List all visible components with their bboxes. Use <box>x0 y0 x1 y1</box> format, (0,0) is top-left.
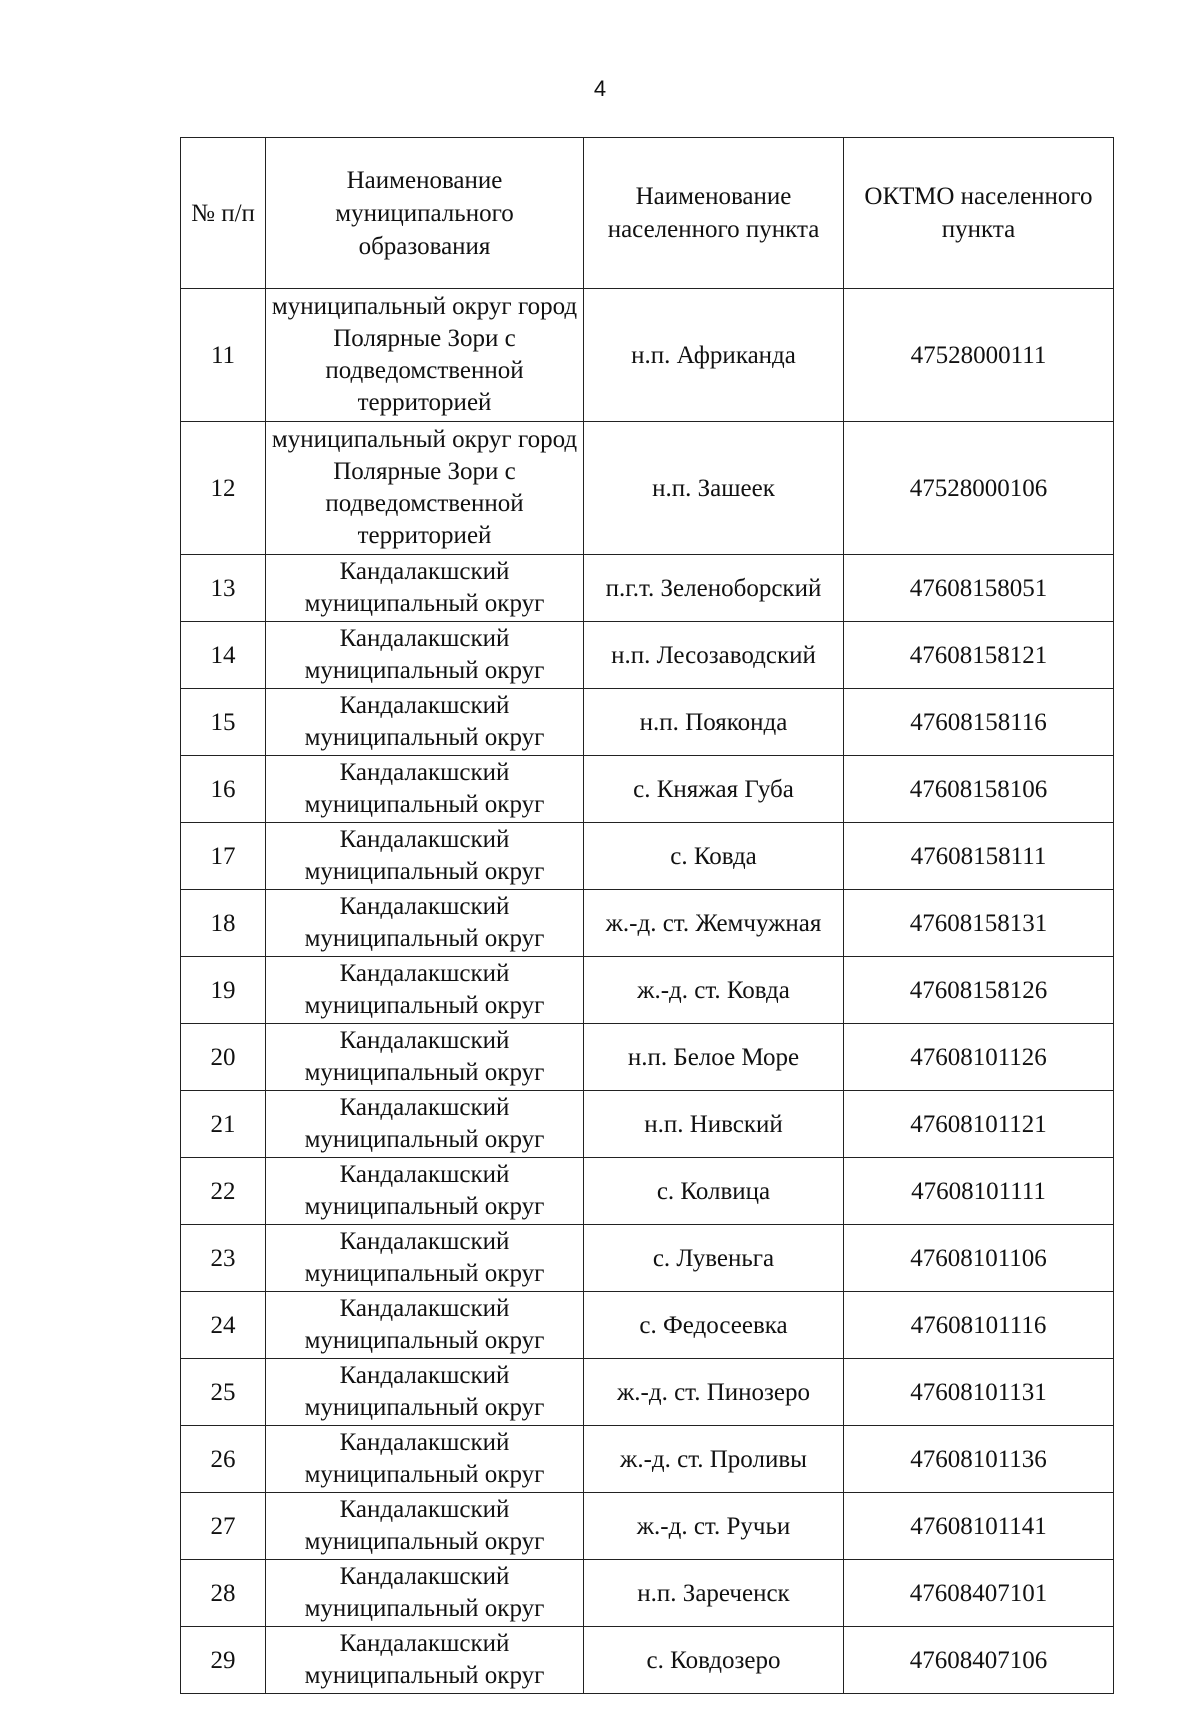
row-num: 25 <box>181 1359 266 1426</box>
row-municipality: Кандалакшский муниципальный округ <box>266 622 584 689</box>
row-municipality: Кандалакшский муниципальный округ <box>266 756 584 823</box>
table-row <box>181 622 1114 689</box>
row-locality: н.п. Нивский <box>584 1091 844 1158</box>
row-num: 13 <box>181 555 266 622</box>
row-municipality: муниципальный округ город Полярные Зори с подведомственной территорией <box>266 289 584 422</box>
row-municipality: Кандалакшский муниципальный округ <box>266 1426 584 1493</box>
row-oktmo: 47608158131 <box>844 890 1114 957</box>
row-locality: ж.-д. ст. Жемчужная <box>584 890 844 957</box>
row-locality: с. Федосеевка <box>584 1292 844 1359</box>
row-oktmo: 47608158111 <box>844 823 1114 890</box>
row-municipality: Кандалакшский муниципальный округ <box>266 1225 584 1292</box>
row-num: 29 <box>181 1627 266 1694</box>
row-num: 17 <box>181 823 266 890</box>
row-oktmo: 47608101116 <box>844 1292 1114 1359</box>
header-oktmo: ОКТМО населенного пункта <box>844 138 1114 289</box>
row-locality: н.п. Пояконда <box>584 689 844 756</box>
row-num: 12 <box>181 422 266 555</box>
table-row <box>181 1225 1114 1292</box>
row-municipality: Кандалакшский муниципальный округ <box>266 1493 584 1560</box>
table-row <box>181 555 1114 622</box>
table-row <box>181 890 1114 957</box>
row-oktmo: 47608158106 <box>844 756 1114 823</box>
row-municipality: Кандалакшский муниципальный округ <box>266 1359 584 1426</box>
table-row <box>181 1158 1114 1225</box>
table-row <box>181 1493 1114 1560</box>
row-municipality: Кандалакшский муниципальный округ <box>266 890 584 957</box>
row-num: 15 <box>181 689 266 756</box>
table-row <box>181 1560 1114 1627</box>
row-oktmo: 47608101126 <box>844 1024 1114 1091</box>
row-num: 28 <box>181 1560 266 1627</box>
row-num: 24 <box>181 1292 266 1359</box>
localities-table <box>180 137 1114 1694</box>
table-row <box>181 756 1114 823</box>
row-municipality: муниципальный округ город Полярные Зори с подведомственной территорией <box>266 422 584 555</box>
table-row <box>181 823 1114 890</box>
table-row <box>181 689 1114 756</box>
row-num: 26 <box>181 1426 266 1493</box>
row-locality: ж.-д. ст. Проливы <box>584 1426 844 1493</box>
row-locality: н.п. Лесозаводский <box>584 622 844 689</box>
table-row <box>181 1091 1114 1158</box>
row-locality: п.г.т. Зеленоборский <box>584 555 844 622</box>
row-num: 21 <box>181 1091 266 1158</box>
table-row <box>181 1627 1114 1694</box>
row-locality: с. Ковдозеро <box>584 1627 844 1694</box>
row-oktmo: 47608158126 <box>844 957 1114 1024</box>
row-municipality: Кандалакшский муниципальный округ <box>266 1158 584 1225</box>
row-municipality: Кандалакшский муниципальный округ <box>266 1627 584 1694</box>
row-num: 22 <box>181 1158 266 1225</box>
row-oktmo: 47608101141 <box>844 1493 1114 1560</box>
row-municipality: Кандалакшский муниципальный округ <box>266 1091 584 1158</box>
header-municipality: Наименование муниципального образования <box>266 138 584 289</box>
table-body <box>181 289 1114 1694</box>
row-locality: ж.-д. ст. Пинозеро <box>584 1359 844 1426</box>
row-oktmo: 47528000106 <box>844 422 1114 555</box>
row-municipality: Кандалакшский муниципальный округ <box>266 1024 584 1091</box>
row-locality: н.п. Африканда <box>584 289 844 422</box>
row-municipality: Кандалакшский муниципальный округ <box>266 1292 584 1359</box>
table-row <box>181 1024 1114 1091</box>
row-oktmo: 47608158116 <box>844 689 1114 756</box>
row-municipality: Кандалакшский муниципальный округ <box>266 555 584 622</box>
row-municipality: Кандалакшский муниципальный округ <box>266 823 584 890</box>
table-row <box>181 957 1114 1024</box>
row-locality: с. Лувеньга <box>584 1225 844 1292</box>
row-oktmo: 47608101106 <box>844 1225 1114 1292</box>
table-row <box>181 1359 1114 1426</box>
table-row <box>181 1426 1114 1493</box>
row-oktmo: 47608101136 <box>844 1426 1114 1493</box>
header-locality: Наименование населенного пункта <box>584 138 844 289</box>
row-locality: с. Колвица <box>584 1158 844 1225</box>
row-num: 14 <box>181 622 266 689</box>
row-num: 27 <box>181 1493 266 1560</box>
row-oktmo: 47608158121 <box>844 622 1114 689</box>
row-locality: ж.-д. ст. Ручьи <box>584 1493 844 1560</box>
row-locality: с. Княжая Губа <box>584 756 844 823</box>
table-row <box>181 422 1114 555</box>
row-locality: н.п. Белое Море <box>584 1024 844 1091</box>
row-municipality: Кандалакшский муниципальный округ <box>266 689 584 756</box>
row-locality: ж.-д. ст. Ковда <box>584 957 844 1024</box>
row-num: 23 <box>181 1225 266 1292</box>
row-locality: н.п. Зареченск <box>584 1560 844 1627</box>
page-number: 4 <box>593 76 607 101</box>
row-num: 19 <box>181 957 266 1024</box>
row-oktmo: 47608407106 <box>844 1627 1114 1694</box>
row-municipality: Кандалакшский муниципальный округ <box>266 1560 584 1627</box>
row-oktmo: 47608158051 <box>844 555 1114 622</box>
row-num: 11 <box>181 289 266 422</box>
header-num: № п/п <box>181 138 266 289</box>
row-num: 16 <box>181 756 266 823</box>
table-row <box>181 289 1114 422</box>
row-oktmo: 47608407101 <box>844 1560 1114 1627</box>
row-oktmo: 47608101111 <box>844 1158 1114 1225</box>
row-num: 20 <box>181 1024 266 1091</box>
row-oktmo: 47608101121 <box>844 1091 1114 1158</box>
row-num: 18 <box>181 890 266 957</box>
row-oktmo: 47528000111 <box>844 289 1114 422</box>
table-row <box>181 1292 1114 1359</box>
row-locality: н.п. Зашеек <box>584 422 844 555</box>
row-oktmo: 47608101131 <box>844 1359 1114 1426</box>
row-municipality: Кандалакшский муниципальный округ <box>266 957 584 1024</box>
table-header-row <box>181 138 1114 289</box>
row-locality: с. Ковда <box>584 823 844 890</box>
